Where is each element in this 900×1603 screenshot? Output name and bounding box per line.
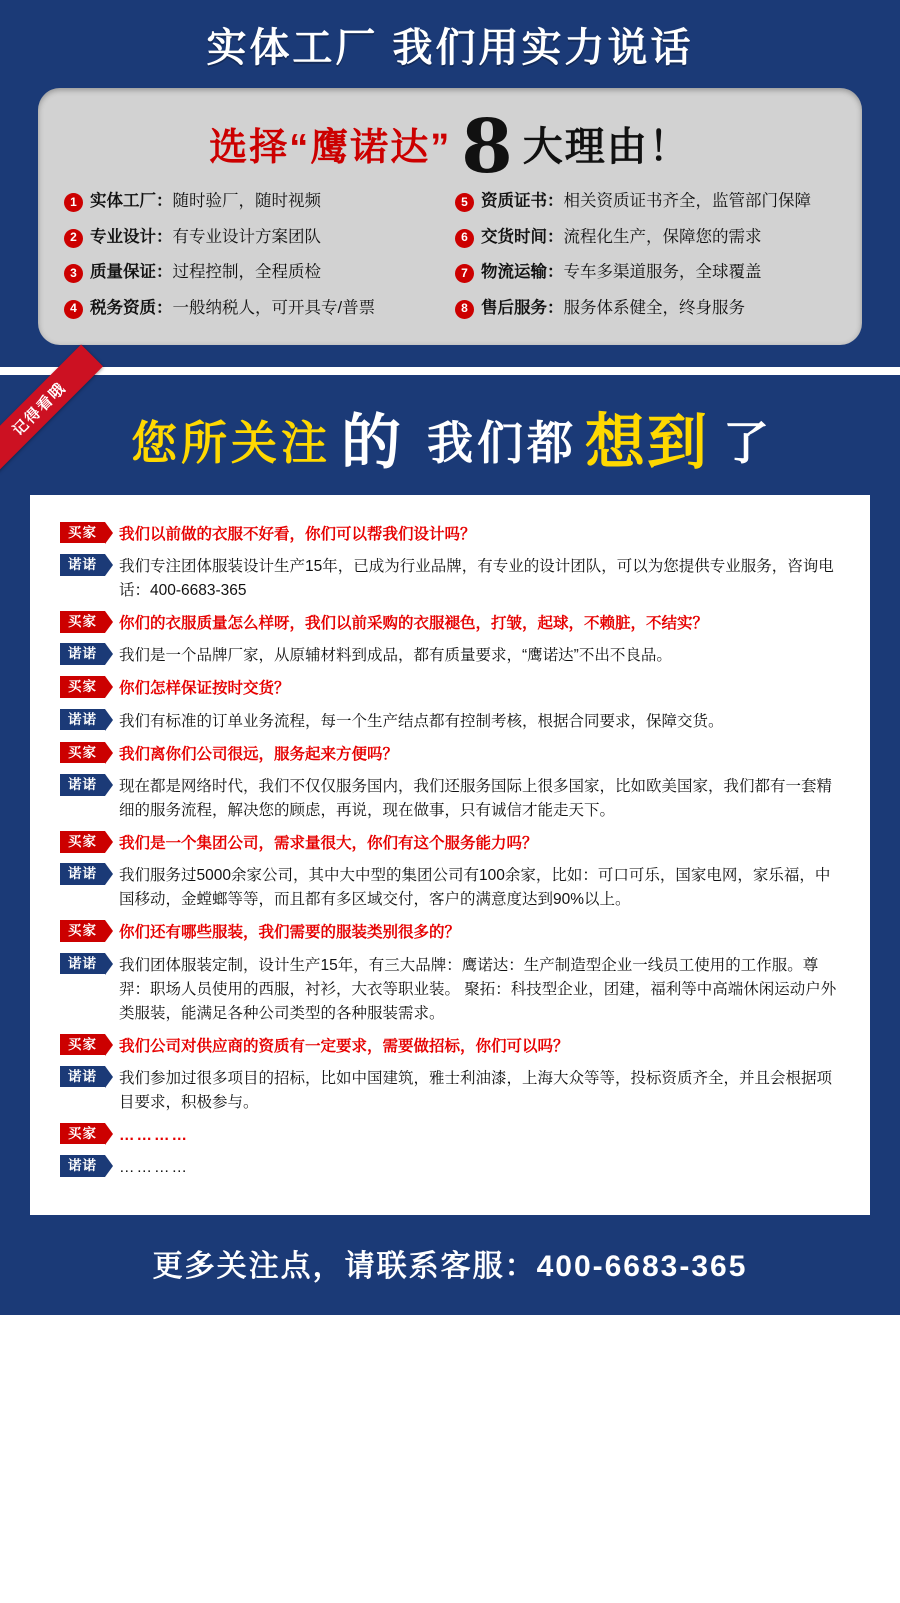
banner-title: 实体工厂 我们用实力说话: [206, 26, 694, 70]
faq-answer: 我们专注团体服装设计生产15年，已成为行业品牌，有专业的设计团队，可以为您提供专业服务，咨询电话：400-6683-365: [119, 558, 834, 600]
reason-number: 5: [455, 193, 474, 212]
faq-question-row: [60, 919, 840, 944]
reason-title: 专业设计：: [90, 227, 173, 246]
faq-question-row: [60, 610, 840, 635]
faq-answer-row: [60, 1154, 840, 1180]
faq-item: [60, 1033, 840, 1115]
faq-question: 我们以前做的衣服不好看，你们可以帮我们设计吗？: [119, 525, 476, 543]
faq-answer-row: [60, 862, 840, 912]
headline-part-1: 您所关注: [131, 416, 331, 469]
footer-contact: 更多关注点，请联系客服：400-6683-365: [0, 1215, 900, 1315]
headline-part-3: 我们都: [427, 416, 577, 469]
reason-number: 1: [64, 193, 83, 212]
reason-number: 2: [64, 229, 83, 248]
faq-question-row: [60, 830, 840, 855]
reasons-headline: [64, 104, 836, 191]
faq-question-row: [60, 675, 840, 700]
faq-item: [60, 521, 840, 603]
reason-item: [455, 227, 836, 248]
reason-text: 过程控制，全程质检: [172, 263, 321, 282]
buyer-badge: 买家: [60, 742, 105, 764]
rep-badge: 诺诺: [60, 554, 105, 576]
reason-text: 流程化生产，保障您的需求: [563, 227, 762, 246]
faq-answer: …………: [119, 1159, 189, 1177]
reason-number: 3: [64, 264, 83, 283]
faq-question: 我们公司对供应商的资质有一定要求，需要做招标，你们可以吗？: [119, 1037, 569, 1055]
headline-number: 8: [461, 104, 513, 190]
reason-title: 资质证书：: [481, 192, 564, 211]
reason-title: 物流运输：: [481, 263, 564, 282]
faq-question: …………: [119, 1126, 189, 1144]
rep-badge: 诺诺: [60, 863, 105, 885]
rep-badge: 诺诺: [60, 1066, 105, 1088]
reason-item: [64, 262, 445, 283]
reason-item: [455, 191, 836, 212]
faq-item: [60, 919, 840, 1025]
faq-answer-row: [60, 773, 840, 823]
faq-headline: [0, 397, 900, 495]
reason-item: [64, 298, 445, 319]
reason-number: 4: [64, 300, 83, 319]
section-divider: [0, 367, 900, 375]
buyer-badge: 买家: [60, 1034, 105, 1056]
rep-badge: 诺诺: [60, 774, 105, 796]
rep-badge: 诺诺: [60, 1155, 105, 1177]
reasons-panel: [38, 88, 862, 345]
buyer-badge: 买家: [60, 1123, 105, 1145]
faq-question: 你们还有哪些服装，我们需要的服装类别很多的？: [119, 924, 461, 942]
headline-red-part: 选择“鹰诺达”: [209, 127, 452, 170]
faq-item: [60, 675, 840, 733]
headline-part-5: 了: [723, 416, 769, 469]
reason-item: [455, 298, 836, 319]
reason-title: 税务资质：: [90, 298, 173, 317]
faq-list: [30, 495, 870, 1215]
faq-answer-row: [60, 642, 840, 668]
faq-answer: 我们团体服装定制，设计生产15年，有三大品牌：鹰诺达：生产制造型企业一线员工使用的工作服。尊羿：职场人员使用的西服，衬衫，大衣等职业装。 聚拓：科技型企业，团建，福利等中高端休闲运动户外类服装，能满足各种公司类型的各种服装需求。: [119, 956, 837, 1022]
faq-question: 你们的衣服质量怎么样呀，我们以前采购的衣服褪色，打皱，起球，不赖脏，不结实？: [119, 615, 709, 633]
faq-answer-row: [60, 553, 840, 603]
reason-text: 相关资质证书齐全，监管部门保障: [563, 192, 811, 211]
faq-question: 你们怎样保证按时交货？: [119, 680, 290, 698]
faq-question: 我们是一个集团公司，需求量很大，你们有这个服务能力吗？: [119, 835, 538, 853]
reasons-grid: [64, 191, 836, 319]
buyer-badge: 买家: [60, 611, 105, 633]
faq-question-row: [60, 741, 840, 766]
faq-answer-row: [60, 1065, 840, 1115]
headline-part-2: 的: [341, 408, 403, 476]
faq-answer-row: [60, 708, 840, 734]
faq-answer: 我们有标准的订单业务流程，每一个生产结点都有控制考核，根据合同要求，保障交货。: [119, 712, 724, 730]
reason-text: 有专业设计方案团队: [172, 227, 321, 246]
buyer-badge: 买家: [60, 920, 105, 942]
reason-title: 质量保证：: [90, 263, 173, 282]
reason-text: 随时验厂，随时视频: [172, 192, 321, 211]
faq-item: [60, 1122, 840, 1180]
faq-answer: 我们服务过5000余家公司，其中大中型的集团公司有100余家，比如：可口可乐，国家电网，家乐福，中国移动，金螳螂等等，而且都有多区域交付，客户的满意度达到90%以上。: [119, 867, 831, 909]
faq-item: [60, 830, 840, 912]
faq-answer: 现在都是网络时代，我们不仅仅服务国内，我们还服务国际上很多国家，比如欧美国家，我们都有一套精细的服务流程，解决您的顾虑，再说，现在做事，只有诚信才能走天下。: [119, 778, 833, 820]
buyer-badge: 买家: [60, 522, 105, 544]
reason-number: 7: [455, 264, 474, 283]
reason-item: [64, 227, 445, 248]
faq-question-row: [60, 521, 840, 546]
faq-section: [0, 375, 900, 1315]
reason-item: [64, 191, 445, 212]
reason-number: 6: [455, 229, 474, 248]
reason-text: 一般纳税人，可开具专/普票: [172, 298, 376, 317]
reason-title: 交货时间：: [481, 227, 564, 246]
rep-badge: 诺诺: [60, 953, 105, 975]
reason-text: 专车多渠道服务，全球覆盖: [563, 263, 762, 282]
reason-title: 实体工厂：: [90, 192, 173, 211]
reasons-section: [0, 0, 900, 367]
faq-item: [60, 610, 840, 668]
faq-question-row: [60, 1033, 840, 1058]
faq-answer: 我们参加过很多项目的招标，比如中国建筑，雅士利油漆，上海大众等等，投标资质齐全，并且会根据项目要求，积极参与。: [119, 1069, 833, 1111]
rep-badge: 诺诺: [60, 709, 105, 731]
faq-question-row: [60, 1122, 840, 1147]
reason-item: [455, 262, 836, 283]
faq-answer-row: [60, 952, 840, 1026]
reason-text: 服务体系健全，终身服务: [563, 298, 745, 317]
buyer-badge: 买家: [60, 676, 105, 698]
reason-number: 8: [455, 300, 474, 319]
headline-part-4: 想到: [585, 408, 709, 476]
reason-title: 售后服务：: [481, 298, 564, 317]
buyer-badge: 买家: [60, 831, 105, 853]
corner-ribbon: 记得看哦: [0, 344, 103, 472]
headline-black-part: 大理由！: [522, 125, 691, 170]
faq-question: 我们离你们公司很远，服务起来方便吗？: [119, 745, 399, 763]
faq-answer: 我们是一个品牌厂家，从原辅材料到成品，都有质量要求，“鹰诺达”不出不良品。: [119, 647, 672, 665]
rep-badge: 诺诺: [60, 643, 105, 665]
faq-item: [60, 741, 840, 823]
